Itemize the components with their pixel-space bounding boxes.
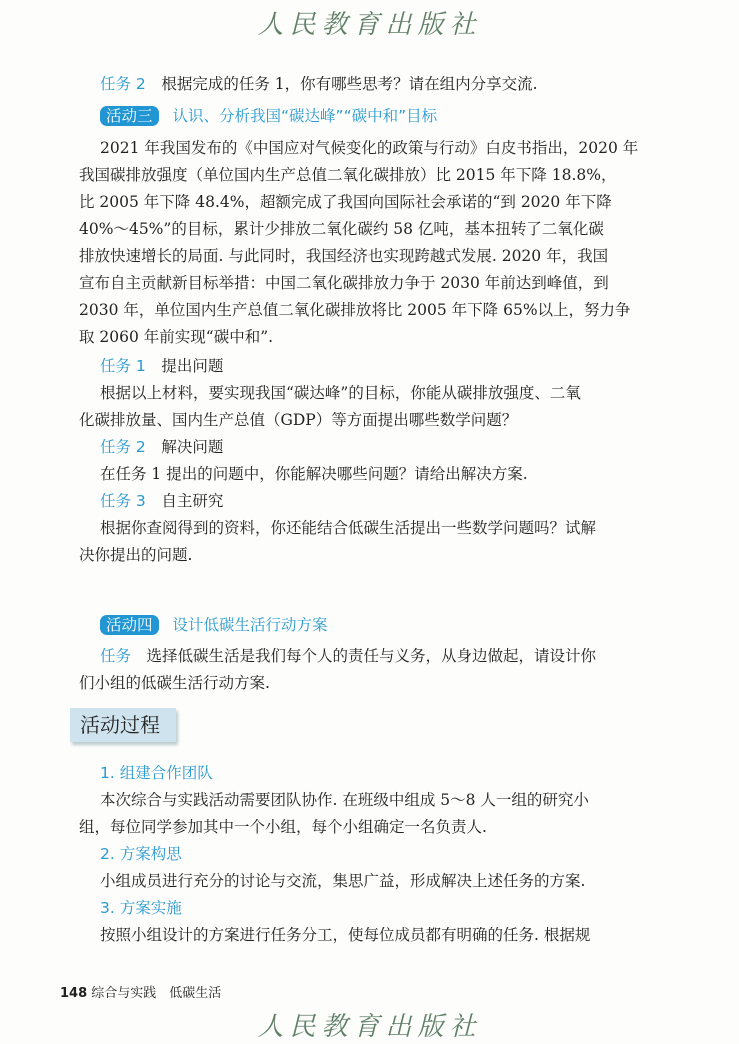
text-line: 40%～45%”的目标，累计少排放二氧化碳约 58 亿吨，基本扭转了二氧化碳 — [79, 220, 604, 238]
text-line: 根据你查阅得到的资料，你还能结合低碳生活提出一些数学问题吗？试解 — [100, 519, 597, 537]
task-heading — [100, 356, 223, 376]
step-title: 2. 方案构思 — [100, 845, 182, 863]
task-label: 任务 3 — [100, 492, 146, 510]
task-line — [100, 646, 596, 666]
activity-title: 认识、分析我国“碳达峰”“碳中和”目标 — [172, 107, 438, 125]
text-line: 根据以上材料，要实现我国“碳达峰”的目标，你能从碳排放强度、二氧 — [100, 384, 581, 402]
task-label: 任务 2 — [100, 75, 146, 93]
task-heading — [100, 437, 223, 457]
text-line: 比 2005 年下降 48.4%，超额完成了我国向国际社会承诺的“到 2020 年下降 — [79, 193, 612, 211]
text-line: 在任务 1 提出的问题中，你能解决哪些问题？请给出解决方案. — [100, 465, 528, 483]
task-label: 任务 2 — [100, 438, 146, 456]
activity-badge: 活动四 — [100, 615, 159, 635]
text-line: 2030 年，单位国内生产总值二氧化碳排放将比 2005 年下降 65%以上，努力争 — [79, 301, 631, 319]
text-line: 化碳排放量、国内生产总值（GDP）等方面提出哪些数学问题？ — [79, 411, 518, 429]
text-line: 2021 年我国发布的《中国应对气候变化的政策与行动》白皮书指出，2020 年 — [100, 139, 639, 157]
page-number: 148 — [60, 986, 88, 1001]
text-line: 本次综合与实践活动需要团队协作. 在班级中组成 5～8 人一组的研究小 — [100, 791, 589, 809]
page-footer — [60, 982, 221, 1001]
task-label: 任务 — [100, 647, 132, 665]
text-line: 们小组的低碳生活行动方案. — [79, 674, 270, 692]
text-line: 取 2060 年前实现“碳中和”. — [79, 328, 274, 346]
activity-heading — [100, 615, 328, 635]
activity-heading — [100, 106, 437, 126]
task-line — [100, 74, 538, 94]
task-text: 根据完成的任务 1，你有哪些思考？请在组内分享交流. — [161, 75, 538, 93]
task-title: 解决问题 — [161, 438, 224, 456]
text-line: 小组成员进行充分的讨论与交流，集思广益，形成解决上述任务的方案. — [100, 872, 586, 890]
task-title: 自主研究 — [161, 492, 224, 510]
step-title: 1. 组建合作团队 — [100, 764, 213, 782]
activity-title: 设计低碳生活行动方案 — [172, 616, 328, 634]
text-line: 排放快速增长的局面. 与此同时，我国经济也实现跨越式发展. 2020 年，我国 — [79, 247, 609, 265]
publisher-logo: 人民教育出版社 — [257, 1012, 482, 1042]
text-line: 按照小组设计的方案进行任务分工，使每位成员都有明确的任务. 根据规 — [100, 926, 591, 944]
publisher-logo: 人民教育出版社 — [257, 10, 482, 40]
section-header: 活动过程 — [70, 708, 176, 742]
step-title: 3. 方案实施 — [100, 899, 182, 917]
text-line: 我国碳排放强度（单位国内生产总值二氧化碳排放）比 2015 年下降 18.8%， — [79, 166, 617, 184]
activity-badge: 活动三 — [100, 106, 159, 126]
text-line: 决你提出的问题. — [79, 546, 193, 564]
task-heading — [100, 491, 223, 511]
task-text: 选择低碳生活是我们每个人的责任与义务，从身边做起，请设计你 — [146, 647, 597, 665]
task-title: 提出问题 — [161, 357, 224, 375]
footer-text: 综合与实践 低碳生活 — [91, 986, 222, 1001]
task-label: 任务 1 — [100, 357, 146, 375]
text-line: 组，每位同学参加其中一个小组，每个小组确定一名负责人. — [79, 818, 487, 836]
text-line: 宣布自主贡献新目标举措：中国二氧化碳排放力争于 2030 年前达到峰值，到 — [79, 274, 609, 292]
